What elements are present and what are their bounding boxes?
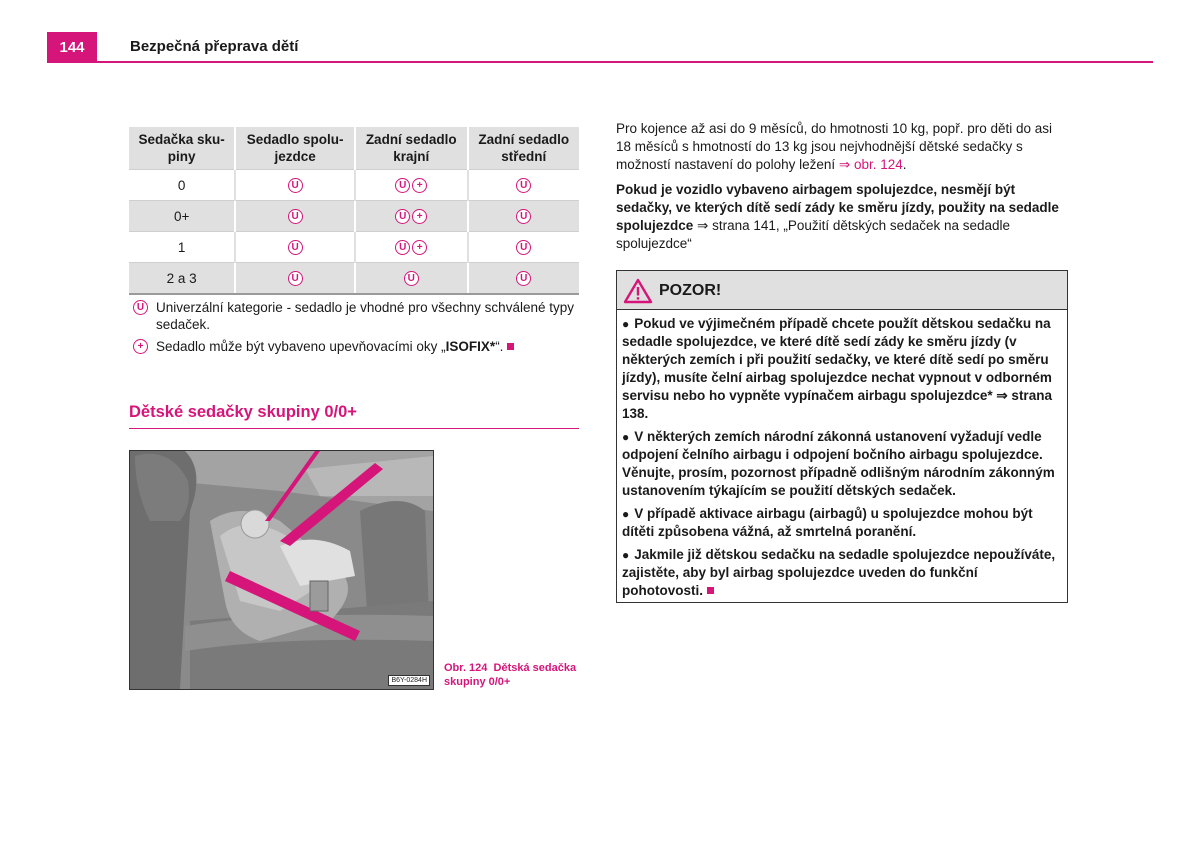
figure-child-seat-illustration	[129, 450, 434, 690]
isofix-icon: +	[133, 339, 148, 354]
universal-category-icon: U	[133, 300, 148, 315]
warning-item: ● V případě aktivace airbagu (airbagů) u spolujezdce mohou být dítěti způsobena vážná, až smrtelná poranění.	[622, 506, 1033, 539]
intro-paragraph: Pro kojence až asi do 9 měsíců, do hmotnosti 10 kg, popř. pro děti do asi 18 měsíců s hmotností do 13 kg jsou nejvhodnější dětské sedačky s možností nastavení do polohy ležení ⇒ obr. 124.	[616, 121, 1052, 172]
table-row	[129, 201, 579, 232]
table-cell	[468, 201, 579, 232]
end-of-section-icon	[707, 587, 714, 594]
airbag-paragraph: Pokud je vozidlo vybaveno airbagem spolujezdce, nesmějí být sedačky, ve kterých dítě sedí zády ke směru jízdy, použity na sedadle spolujezdce ⇒ strana 141, „Použití dětských sedaček na sedadle spolujezdce“	[616, 182, 1059, 251]
table-cell	[468, 170, 579, 201]
universal-category-icon: U	[516, 209, 531, 224]
column-header: Zadní sedadlo krajní	[355, 127, 468, 170]
warning-box	[616, 270, 1068, 603]
universal-category-icon: U	[516, 271, 531, 286]
universal-category-icon: U	[516, 178, 531, 193]
isofix-icon: +	[412, 209, 427, 224]
bullet-icon: ●	[622, 430, 630, 444]
warning-header	[617, 271, 1067, 310]
isofix-icon: +	[412, 240, 427, 255]
figure-reference-link[interactable]: ⇒ obr. 124	[838, 157, 903, 172]
warning-item: ● V některých zemích národní zákonná ustanovení vyžadují vedle odpojení čelního airbagu i odpojení bočního airbagu spolujezdce. Věnujte, prosím, pozornost případně odlišným národním zákonným ustanovením týkajícím se použití dětských sedaček.	[622, 429, 1055, 498]
group-cell: 0+	[129, 201, 235, 232]
table-cell	[235, 170, 355, 201]
table-cell	[468, 263, 579, 295]
warning-title: POZOR!	[659, 282, 722, 299]
universal-category-icon: U	[288, 240, 303, 255]
child-seat-illustration	[130, 451, 433, 689]
page-title: Bezpečná přeprava dětí	[130, 38, 299, 55]
end-of-section-icon	[507, 343, 514, 350]
figure-caption: Obr. 124 Dětská sedačka skupiny 0/0+	[444, 662, 577, 688]
legend-universal	[129, 299, 579, 333]
column-header: Sedačka sku- piny	[129, 127, 235, 170]
universal-category-icon: U	[404, 271, 419, 286]
isofix-icon: +	[412, 178, 427, 193]
table-cell	[235, 263, 355, 295]
group-cell: 2 a 3	[129, 263, 235, 295]
table-cell	[468, 232, 579, 263]
table-cell	[355, 170, 468, 201]
table-row	[129, 170, 579, 201]
table-cell	[235, 201, 355, 232]
universal-category-icon: U	[288, 209, 303, 224]
group-cell: 0	[129, 170, 235, 201]
warning-item: ● Jakmile již dětskou sedačku na sedadle spolujezdce nepoužíváte, zajistěte, aby byl airbag spolujezdce uveden do funkční pohotovosti.	[622, 547, 1056, 598]
page-number: 144	[47, 32, 97, 61]
legend-isofix	[129, 338, 579, 355]
universal-category-icon: U	[288, 178, 303, 193]
warning-triangle-icon	[623, 278, 653, 304]
universal-category-icon: U	[288, 271, 303, 286]
group-cell: 1	[129, 232, 235, 263]
table-header-row	[129, 127, 579, 170]
bullet-icon: ●	[622, 317, 630, 331]
child-seat-category-table	[129, 127, 579, 295]
section-heading: Dětské sedačky skupiny 0/0+	[129, 403, 579, 429]
table-cell	[355, 201, 468, 232]
table-row	[129, 232, 579, 263]
column-header: Sedadlo spolu- jezdce	[235, 127, 355, 170]
table-row	[129, 263, 579, 295]
bullet-icon: ●	[622, 548, 630, 562]
universal-category-icon: U	[516, 240, 531, 255]
universal-category-icon: U	[395, 178, 410, 193]
universal-category-icon: U	[395, 240, 410, 255]
warning-item: ● Pokud ve výjimečném případě chcete použít dětskou sedačku na sedadle spolujezdce, ve které dítě sedí zády ke směru jízdy (v některých zemích i při použití sedačky, ve které dítě sedí po směru jízdy), musíte čelní airbag spolujezdce nechat vypnout v odborném servisu nebo ho vypněte vypínačem airbagu spolujezdce* ⇒ strana 138.	[622, 316, 1052, 421]
legend-isofix-text: Sedadlo může být vybaveno upevňovacími oky „ISOFIX*“.	[129, 338, 579, 355]
table-cell	[355, 232, 468, 263]
bullet-icon: ●	[622, 507, 630, 521]
legend-universal-text: Univerzální kategorie - sedadlo je vhodné pro všechny schválené typy sedaček.	[156, 300, 574, 332]
figure-code: B6Y-0284H	[388, 675, 430, 686]
page-header	[47, 32, 1153, 63]
table-cell	[355, 263, 468, 295]
column-header: Zadní sedadlo střední	[468, 127, 579, 170]
universal-category-icon: U	[395, 209, 410, 224]
table-cell	[235, 232, 355, 263]
